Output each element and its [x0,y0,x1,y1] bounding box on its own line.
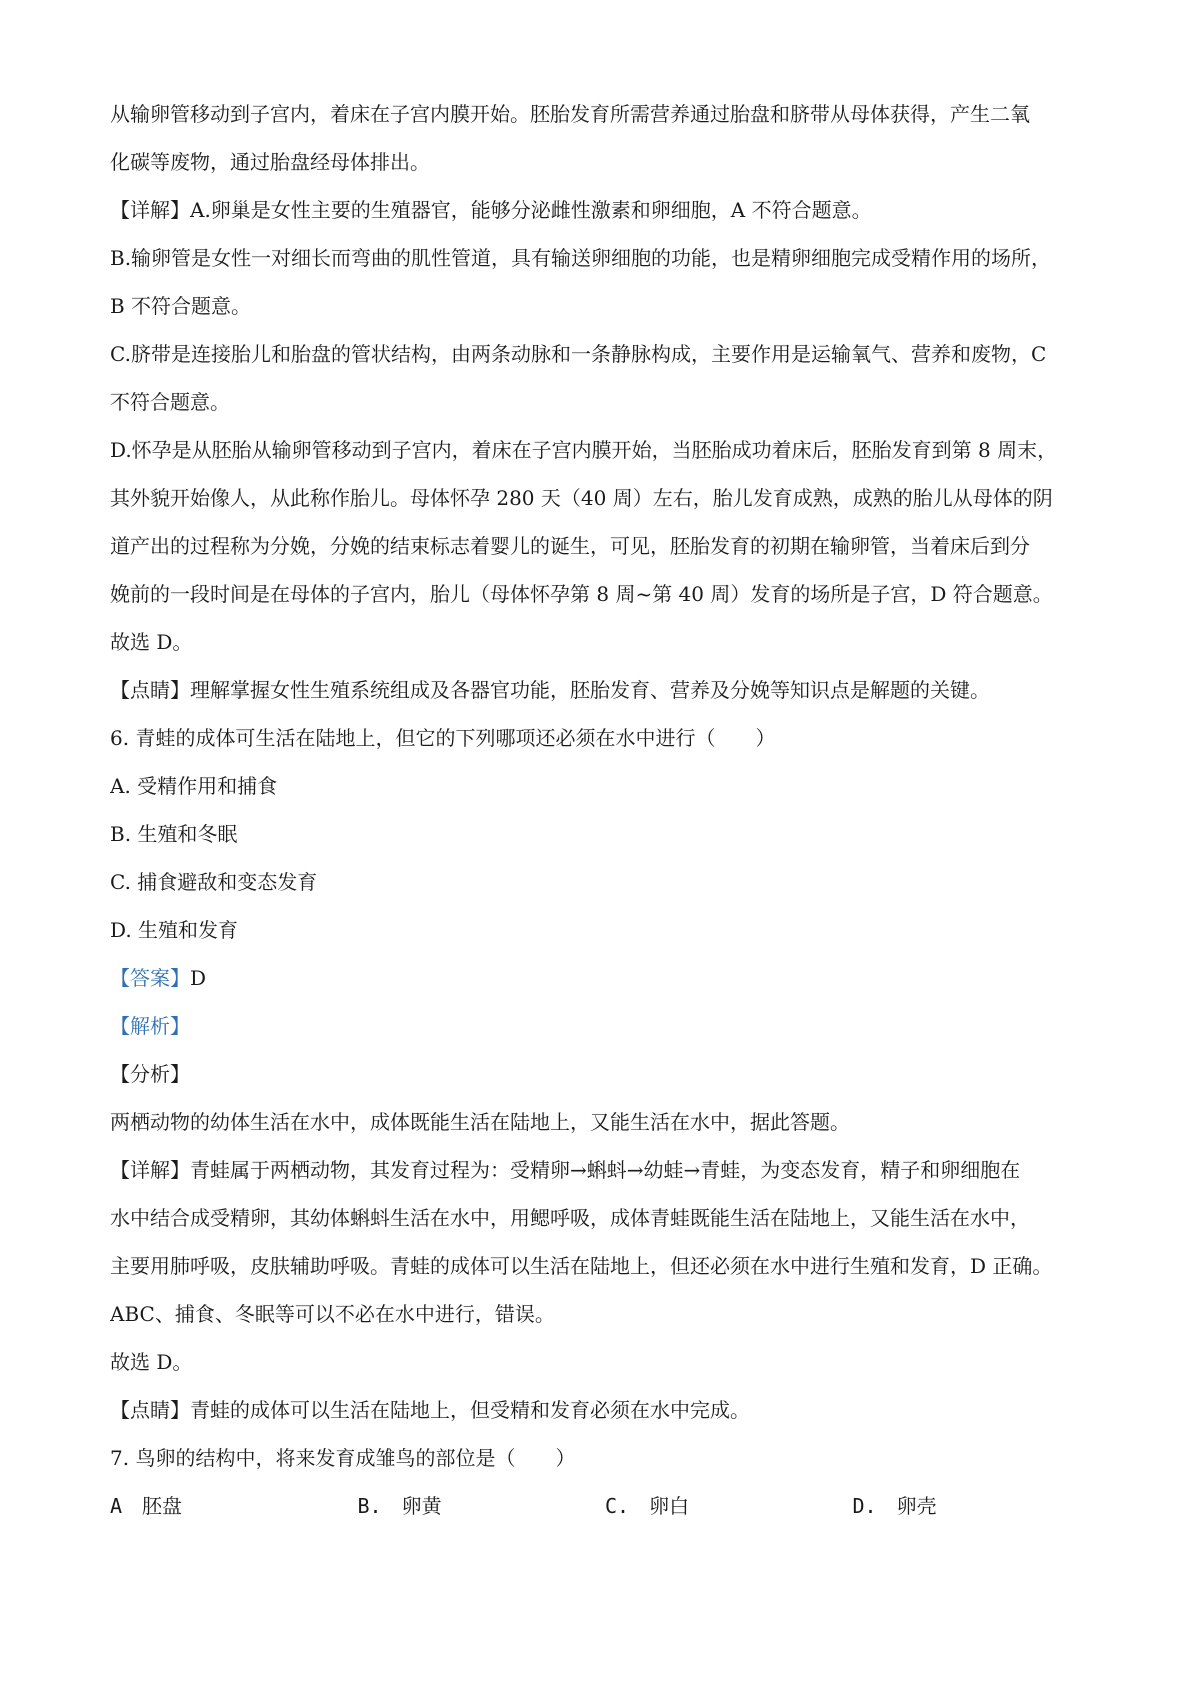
detail-b: B.输卵管是女性一对细长而弯曲的肌性管道，具有输送卵细胞的功能，也是精卵细胞完成受精作用的场所， [110,246,1052,270]
detail-a: 【详解】A.卵巢是女性主要的生殖器官，能够分泌雌性激素和卵细胞，A 不符合题意。 [110,198,872,222]
detail-text: 【详解】青蛙属于两栖动物，其发育过程为：受精卵→蝌蚪→幼蛙→青蛙，为变态发育，精子和卵细胞在 [110,1158,1021,1182]
analysis-label: 【解析】 [110,1014,190,1038]
analysis-text: 两栖动物的幼体生活在水中，成体既能生活在陆地上，又能生活在水中，据此答题。 [110,1110,850,1134]
detail-d-cont: 其外貌开始像人，从此称作胎儿。母体怀孕 280 天（40 周）左右，胎儿发育成熟，成熟的胎儿从母体的阴 [110,486,1053,510]
answer-line [110,954,1100,1002]
q7-option-a: A 胚盘 [110,1494,183,1518]
key-point: 【点睛】青蛙的成体可以生活在陆地上，但受精和发育必须在水中完成。 [110,1398,750,1422]
choice-result: 故选 D。 [110,1350,193,1374]
text-line: 从输卵管移动到子宫内，着床在子宫内膜开始。胚胎发育所需营养通过胎盘和脐带从母体获得，产生二氧 [110,102,1030,126]
q7-option-d: D. 卵壳 [852,1494,937,1518]
detail-d-cont: 道产出的过程称为分娩，分娩的结束标志着婴儿的诞生，可见，胚胎发育的初期在输卵管，当着床后到分 [110,534,1030,558]
question-7: 7. 鸟卵的结构中，将来发育成雏鸟的部位是（ ） [110,1446,576,1470]
option-a: A. 受精作用和捕食 [110,774,278,798]
option-b: B. 生殖和冬眠 [110,822,238,846]
analysis-heading: 【分析】 [110,1062,190,1086]
option-d: D. 生殖和发育 [110,918,239,942]
q7-option-c: C. 卵白 [605,1494,690,1518]
key-point: 【点睛】理解掌握女性生殖系统组成及各器官功能，胚胎发育、营养及分娩等知识点是解题的关键。 [110,678,990,702]
detail-text-cont: ABC、捕食、冬眠等可以不必在水中进行，错误。 [110,1302,555,1326]
answer-label: 【答案】 [110,966,190,990]
q7-options [110,1482,1100,1530]
text-line: 化碳等废物，通过胎盘经母体排出。 [110,150,430,174]
detail-text-cont: 主要用肺呼吸，皮肤辅助呼吸。青蛙的成体可以生活在陆地上，但还必须在水中进行生殖和发育，D 正确。 [110,1254,1053,1278]
detail-c-cont: 不符合题意。 [110,390,230,414]
answer-value: D [190,966,207,990]
choice-result: 故选 D。 [110,630,193,654]
detail-b-cont: B 不符合题意。 [110,294,252,318]
question-6: 6. 青蛙的成体可生活在陆地上，但它的下列哪项还必须在水中进行（ ） [110,726,776,750]
detail-d: D.怀孕是从胚胎从输卵管移动到子宫内，着床在子宫内膜开始，当胚胎成功着床后，胚胎发育到第 8 周末， [110,438,1058,462]
q7-option-b: B. 卵黄 [357,1494,442,1518]
option-c: C. 捕食避敌和变态发育 [110,870,318,894]
detail-text-cont: 水中结合成受精卵，其幼体蝌蚪生活在水中，用鳃呼吸，成体青蛙既能生活在陆地上，又能生活在水中， [110,1206,1030,1230]
detail-c: C.脐带是连接胎儿和胎盘的管状结构，由两条动脉和一条静脉构成，主要作用是运输氧气、营养和废物，C [110,342,1047,366]
document-page [110,90,1100,1530]
detail-d-cont: 娩前的一段时间是在母体的子宫内，胎儿（母体怀孕第 8 周~第 40 周）发育的场所是子宫，D 符合题意。 [110,582,1053,606]
